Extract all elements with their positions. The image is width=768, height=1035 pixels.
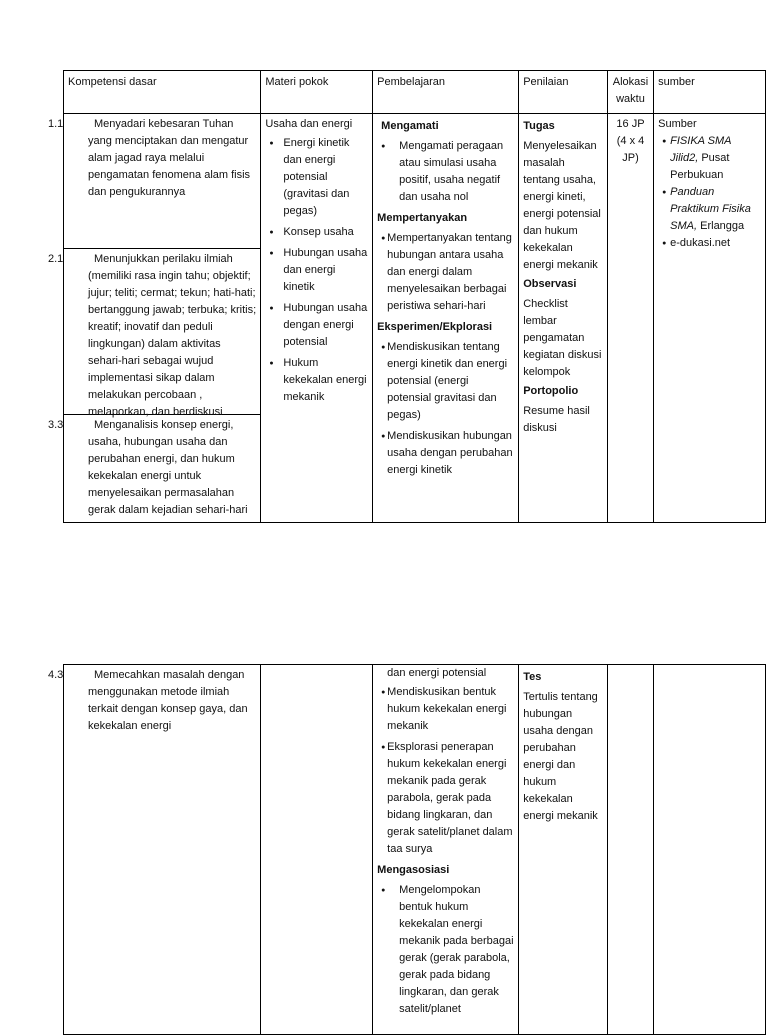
source-publisher: Pusat Perbukuan bbox=[670, 152, 730, 181]
alokasi-cell-empty bbox=[607, 665, 653, 1035]
list-item: ● Mendiskusikan hubungan usaha dengan perubahan energi kinetik bbox=[377, 428, 514, 479]
materi-cell-empty bbox=[261, 665, 373, 1035]
source-title: Panduan Praktikum Fisika SMA, bbox=[670, 186, 751, 232]
kd-3-3 bbox=[48, 415, 260, 522]
pembelajaran-list bbox=[377, 684, 514, 858]
kd-number: 2.1 bbox=[48, 253, 64, 265]
kd-text: Menunjukkan perilaku ilmiah (memiliki rasa ingin tahu; objektif; jujur; teliti; cermat; tekun; hati-hati; bertanggung jawab; terbuka; kritis; kreatif; inovatif dan peduli lingkungan) dalam aktivitas sehari-hari sebagai wujud implementasi sikap dalam melakukan percobaan , melaporkan, dan berdiskusi bbox=[88, 253, 257, 418]
sumber-cell bbox=[654, 114, 766, 523]
list-item: ● Mendiskusikan bentuk hukum kekekalan energi mekanik bbox=[377, 684, 514, 735]
mengamati-list bbox=[377, 138, 514, 206]
kd-number: 1.1 bbox=[48, 118, 64, 130]
alokasi-detail: (4 x 4 JP) bbox=[616, 135, 645, 164]
alokasi-cell bbox=[607, 114, 653, 523]
list-item: ● Eksplorasi penerapan hukum kekekalan energi mekanik pada gerak parabola, gerak pada bidang lingkaran, dan gerak satelit/planet dalam taa surya bbox=[377, 739, 514, 858]
section-eksperimen: Eksperimen/Ekplorasi bbox=[377, 321, 493, 333]
syllabus-table-1 bbox=[48, 70, 766, 523]
header-penilaian: Penilaian bbox=[519, 71, 608, 114]
penilaian-cell bbox=[519, 114, 608, 523]
syllabus-table-2 bbox=[48, 664, 766, 1035]
kd-number: 4.3 bbox=[48, 669, 64, 681]
kd-text: Menyadari kebesaran Tuhan yang menciptakan dan mengatur alam jagad raya melalui pengamatan fenomena alam fisis dan pengukurannya bbox=[88, 118, 251, 198]
header-sumber: sumber bbox=[654, 71, 766, 114]
section-tes: Tes bbox=[523, 671, 542, 683]
kd-text: Memecahkan masalah dengan menggunakan metode ilmiah terkait dengan konsep gaya, dan kekekalan energi bbox=[88, 669, 248, 732]
header-alokasi: Alokasi waktu bbox=[607, 71, 653, 114]
kd-number: 3.3 bbox=[48, 419, 64, 431]
kd-text: Menganalisis konsep energi, usaha, hubungan usaha dan perubahan energi, dan hukum kekekalan energi untuk menyelesaikan permasalahan gerak dalam kejadian sehari-hari bbox=[88, 419, 248, 516]
kd-4-3 bbox=[48, 665, 261, 1035]
sumber-title: Sumber bbox=[658, 118, 697, 130]
list-item: ● Mempertanyakan tentang hubungan antara usaha dan energi dalam menyelesaikan berbagai peristiwa sehari-hari bbox=[377, 230, 514, 315]
tugas-text: Menyelesaikan masalah tentang usaha, energi kineti, energi potensial dan hukum kekekalan energi mekanik bbox=[523, 140, 601, 271]
list-item: ● Hubungan usaha dan energi kinetik bbox=[265, 245, 368, 296]
penilaian-cell bbox=[519, 665, 608, 1035]
section-mempertanyakan: Mempertanyakan bbox=[377, 212, 468, 224]
table-row bbox=[64, 665, 766, 1035]
alokasi-jp: 16 JP bbox=[616, 118, 645, 130]
list-item: ● Konsep usaha bbox=[265, 224, 368, 241]
section-observasi: Observasi bbox=[523, 278, 577, 290]
section-mengamati: Mengamati bbox=[381, 120, 439, 132]
list-item: ● Mengamati peragaan atau simulasi usaha positif, usaha negatif dan usaha nol bbox=[377, 138, 514, 206]
sumber-cell-empty bbox=[654, 665, 766, 1035]
tes-text: Tertulis tentang hubungan usaha dengan perubahan energi dan hukum kekekalan energi mekanik bbox=[523, 691, 598, 822]
pembelajaran-cell bbox=[373, 114, 519, 523]
materi-title: Usaha dan energi bbox=[265, 118, 353, 130]
header-pembelajaran: Pembelajaran bbox=[373, 71, 519, 114]
sumber-list bbox=[658, 133, 761, 252]
mempertanyakan-list bbox=[377, 230, 514, 315]
kompetensi-cell bbox=[48, 114, 261, 523]
source-publisher: Erlangga bbox=[700, 220, 745, 232]
section-portopolio: Portopolio bbox=[523, 385, 579, 397]
list-item: ● Hubungan usaha dengan energi potensial bbox=[265, 300, 368, 351]
pembelajaran-cell bbox=[373, 665, 519, 1035]
observasi-text: Checklist lembar pengamatan kegiatan diskusi kelompok bbox=[523, 298, 602, 378]
header-materi: Materi pokok bbox=[261, 71, 373, 114]
list-item bbox=[658, 133, 761, 184]
portopolio-text: Resume hasil diskusi bbox=[523, 405, 590, 434]
mengasosiasi-list bbox=[377, 882, 514, 1018]
section-mengasosiasi: Mengasosiasi bbox=[377, 864, 450, 876]
kd-1-1 bbox=[48, 114, 260, 249]
continued-text: dan energi potensial bbox=[387, 667, 487, 679]
list-item bbox=[658, 184, 761, 235]
list-item: ● Energi kinetik dan energi potensial (gravitasi dan pegas) bbox=[265, 135, 368, 220]
list-item: ● Mengelompokan bentuk hukum kekekalan energi mekanik pada berbagai gerak (gerak parabola, gerak pada bidang lingkaran, dan gerak satelit/planet bbox=[377, 882, 514, 1018]
list-item: ● Mendiskusikan tentang energi kinetik dan energi potensial (energi potensial gravitasi dan pegas) bbox=[377, 339, 514, 424]
list-item: ● e-dukasi.net bbox=[658, 235, 761, 252]
eksperimen-list bbox=[377, 339, 514, 479]
kd-2-1 bbox=[48, 249, 260, 418]
source-title: FISIKA SMA Jilid2, bbox=[670, 135, 732, 164]
materi-list bbox=[265, 135, 368, 406]
section-tugas: Tugas bbox=[523, 120, 555, 132]
header-kompetensi: Kompetensi dasar bbox=[64, 71, 261, 114]
list-item: ● Hukum kekekalan energi mekanik bbox=[265, 355, 368, 406]
table-row bbox=[64, 114, 766, 523]
materi-cell bbox=[261, 114, 373, 523]
table-header-row bbox=[64, 71, 766, 114]
